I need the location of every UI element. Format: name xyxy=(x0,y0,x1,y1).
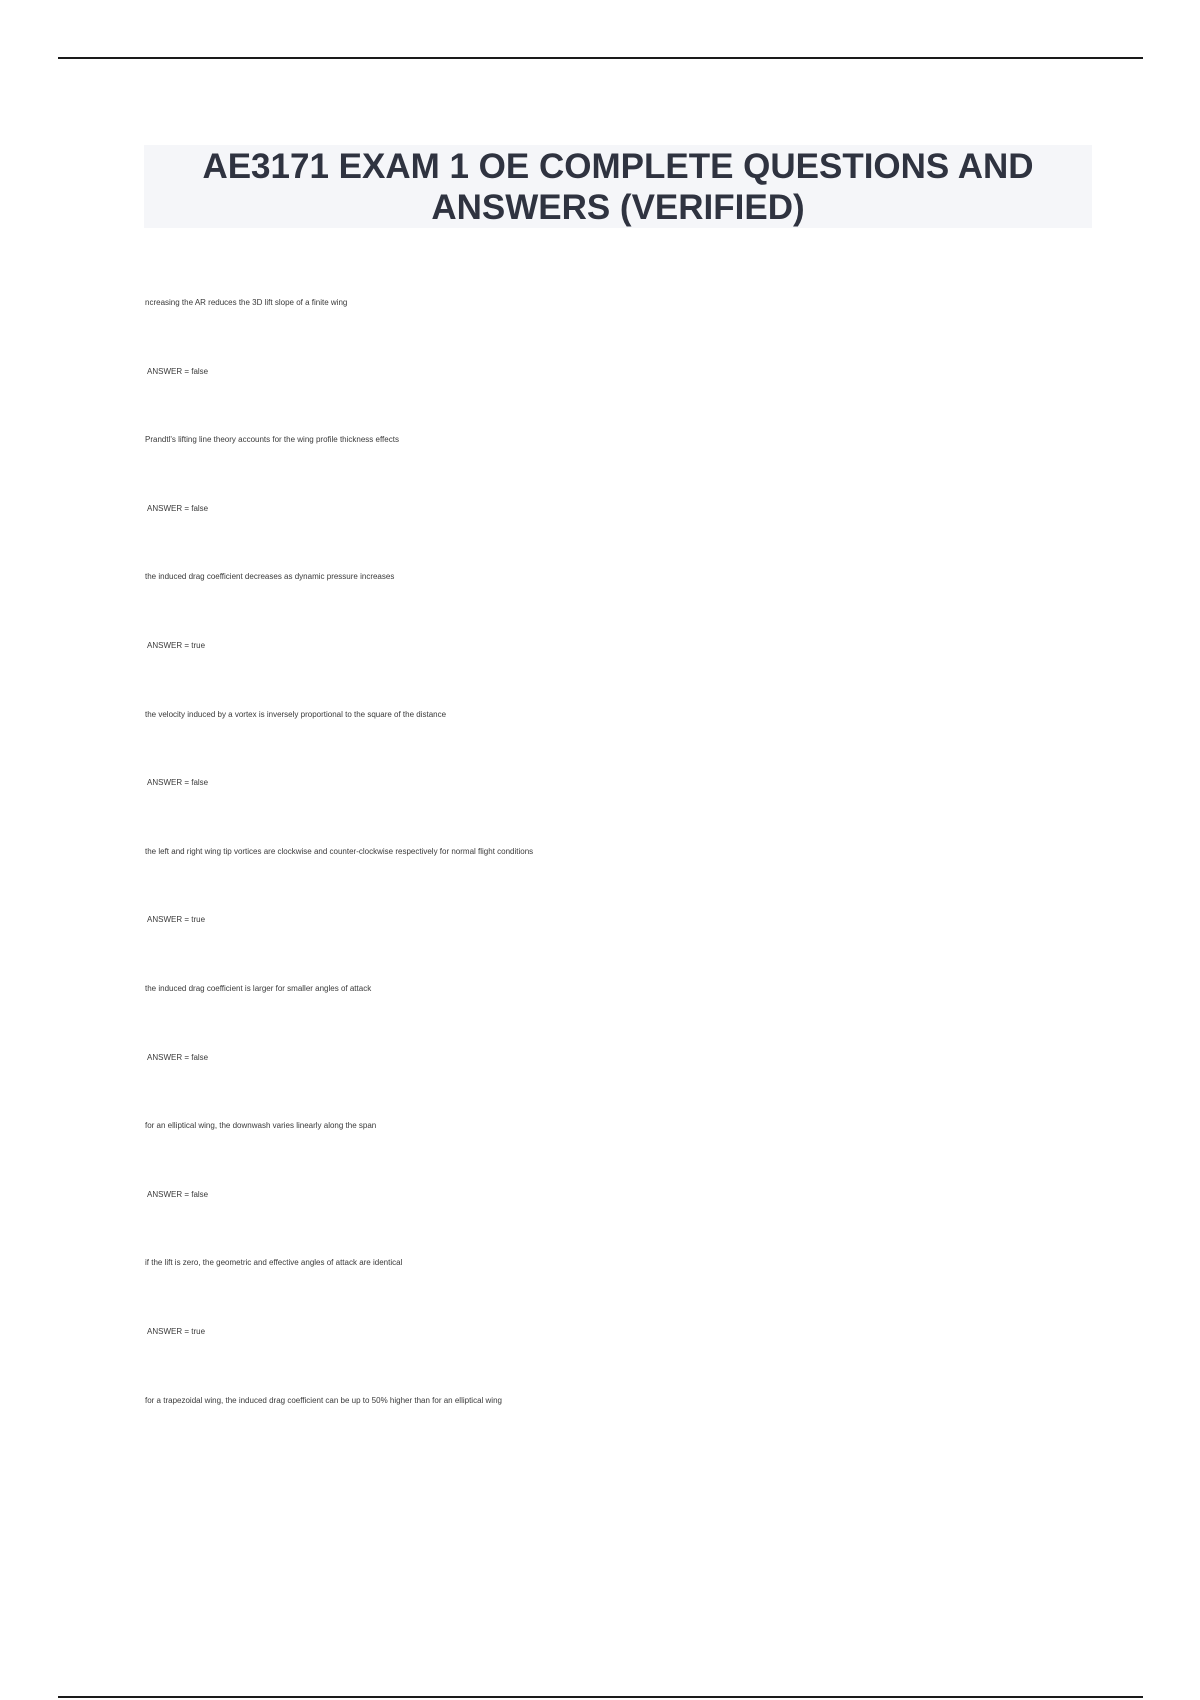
document-title: AE3171 EXAM 1 OE COMPLETE QUESTIONS AND ANSWERS (VERIFIED) xyxy=(202,146,1034,227)
answer-text: ANSWER = true xyxy=(147,915,206,925)
title-banner xyxy=(144,145,1092,228)
answer-text: ANSWER = false xyxy=(147,1052,209,1062)
answer-text: ANSWER = true xyxy=(147,640,206,650)
footer-rule xyxy=(58,1696,1143,1698)
question-text: for an elliptical wing, the downwash varies linearly along the span xyxy=(145,1121,377,1131)
answer-text: ANSWER = false xyxy=(147,366,209,376)
question-text: the induced drag coefficient decreases as dynamic pressure increases xyxy=(145,572,395,582)
answer-text: ANSWER = true xyxy=(147,1326,206,1336)
question-text: the velocity induced by a vortex is inversely proportional to the square of the distance xyxy=(145,709,447,719)
question-text: ncreasing the AR reduces the 3D lift slope of a finite wing xyxy=(145,298,348,307)
question-text: for a trapezoidal wing, the induced drag coefficient can be up to 50% higher than for an elliptical wing xyxy=(145,1395,502,1405)
question-text: Prandtl's lifting line theory accounts for the wing profile thickness effects xyxy=(145,435,399,445)
answer-text: ANSWER = false xyxy=(147,503,209,513)
answer-text: ANSWER = false xyxy=(147,1189,209,1199)
header-rule xyxy=(58,57,1143,59)
question-text: if the lift is zero, the geometric and effective angles of attack are identical xyxy=(145,1258,403,1268)
qa-list xyxy=(145,298,1145,1464)
question-text: the left and right wing tip vortices are clockwise and counter-clockwise respectively for normal flight conditions xyxy=(145,846,534,856)
question-text: the induced drag coefficient is larger for smaller angles of attack xyxy=(145,983,372,993)
answer-text: ANSWER = false xyxy=(147,778,209,788)
